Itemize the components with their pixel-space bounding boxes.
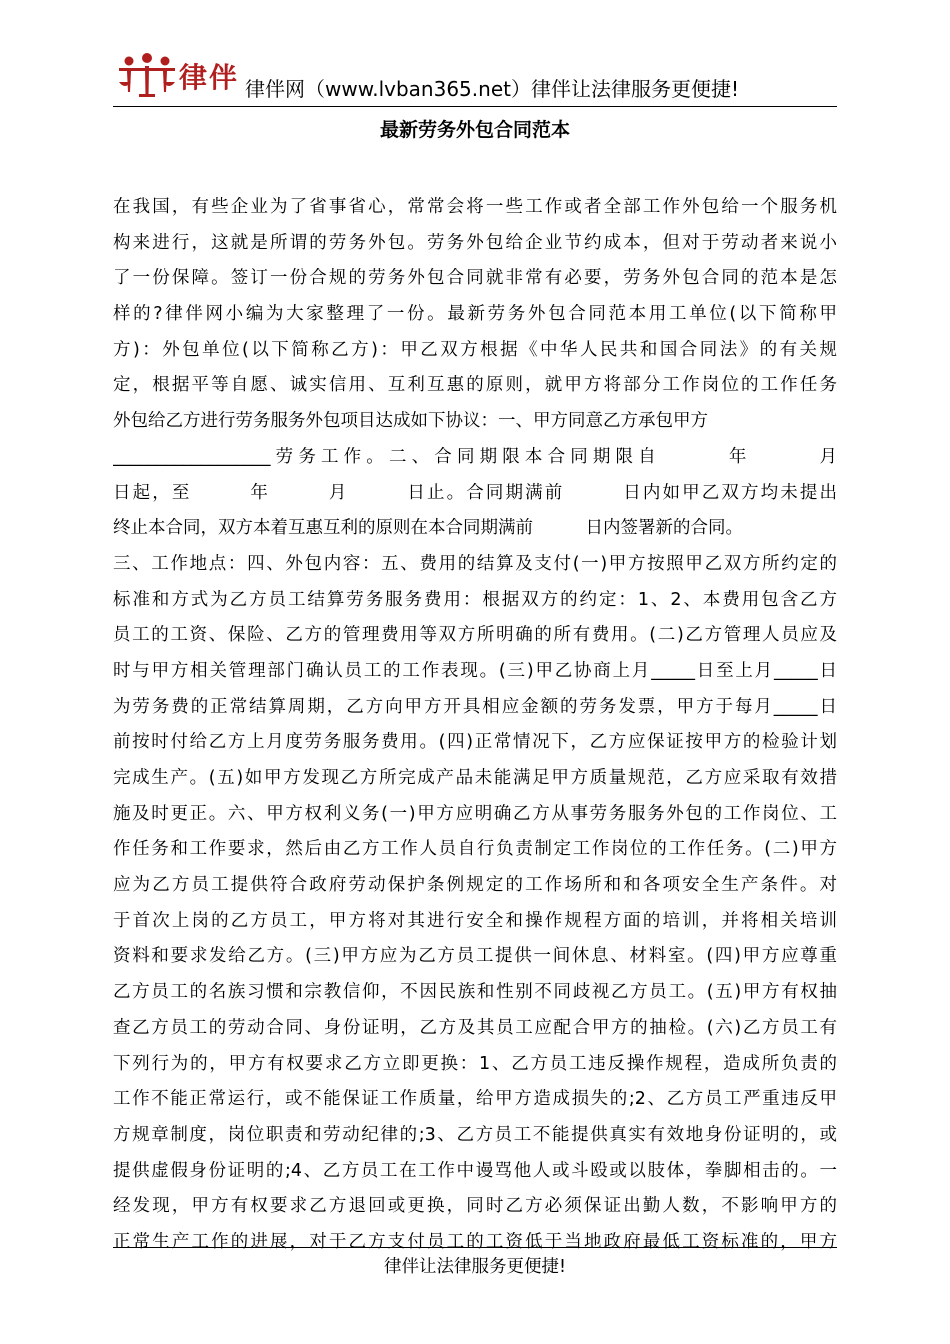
body-line: 经发现，甲方有权要求乙方退回或更换，同时乙方必须保证出勤人数，不影响甲方的 [113,1196,837,1217]
body-line: 正常生产工作的进展，对于乙方支付员工的工资低于当地政府最低工资标准的，甲方 [113,1231,837,1252]
lvban-logo[interactable] [117,52,247,98]
body-line: 完成生产。(五)如甲方发现乙方所完成产品未能满足甲方质量规范，乙方应采取有效措 [113,768,837,788]
body-line: 为劳务费的正常结算周期，乙方向甲方开具相应金额的劳务发票，甲方于每月_____日 [113,696,837,717]
body-line: 施及时更正。六、甲方权利义务(一)甲方应明确乙方从事劳务服务外包的工作岗位、工 [113,803,837,824]
body-line: 提供虚假身份证明的;4、乙方员工在工作中谩骂他人或斗殴或以肢体，拳脚相击的。一 [113,1160,837,1181]
document-body [113,190,837,1261]
body-line: 外包给乙方进行劳务服务外包项目达成如下协议：一、甲方同意乙方承包甲方 [113,411,708,432]
body-line: 前按时付给乙方上月度劳务服务费用。(四)正常情况下，乙方应保证按甲方的检验计划 [113,732,837,753]
site-tagline: 律伴网（www.lvban365.net）律伴让法律服务更便捷! [245,77,739,101]
body-line: 在我国，有些企业为了省事省心，常常会将一些工作或者全部工作外包给一个服务机 [113,197,837,217]
body-line: 了一份保障。签订一份合规的劳务外包合同就非常有必要，劳务外包合同的范本是怎 [113,268,837,289]
scales-of-justice-icon [117,52,177,98]
body-line: 方规章制度，岗位职责和劳动纪律的;3、乙方员工不能提供真实有效地身份证明的，或 [113,1124,837,1145]
body-line: 构来进行，这就是所谓的劳务外包。劳务外包给企业节约成本，但对于劳动者来说小 [113,232,837,253]
body-line: 作任务和工作要求，然后由乙方工作人员自行负责制定工作岗位的工作任务。(二)甲方 [113,839,837,860]
body-line: 终止本合同，双方本着互惠互利的原则在本合同期满前 日内签署新的合同。 [113,518,743,539]
body-line: 时与甲方相关管理部门确认员工的工作表现。(三)甲乙协商上月_____日至上月_____日 [113,660,837,681]
page-header [113,50,837,107]
body-line: 三、工作地点：四、外包内容：五、费用的结算及支付(一)甲方按照甲乙双方所约定的 [113,553,837,574]
body-line: 查乙方员工的劳动合同、身份证明，乙方及其员工应配合甲方的抽检。(六)乙方员工有 [113,1017,837,1038]
footer-divider [113,1247,837,1248]
body-line: 乙方员工的名族习惯和宗教信仰，不因民族和性别不同歧视乙方员工。(五)甲方有权抽 [113,982,837,1003]
body-line: __________________劳务工作。二、合同期限本合同期限自 年 月 [113,446,837,467]
body-line: 于首次上岗的乙方员工，甲方将对其进行安全和操作规程方面的培训，并将相关培训 [113,910,837,931]
body-line: 标准和方式为乙方员工结算劳务服务费用：根据双方的约定：1、2、本费用包含乙方 [113,589,837,610]
body-line: 样的?律伴网小编为大家整理了一份。最新劳务外包合同范本用工单位(以下简称甲 [113,304,837,325]
body-line: 应为乙方员工提供符合政府劳动保护条例规定的工作场所和和各项安全生产条件。对 [113,875,837,896]
body-line: 定，根据平等自愿、诚实信用、互利互惠的原则，就甲方将部分工作岗位的工作任务 [113,375,837,396]
logo-text: 律伴 [179,61,240,94]
body-line: 下列行为的，甲方有权要求乙方立即更换：1、乙方员工违反操作规程，造成所负责的 [113,1053,837,1074]
body-line: 工作不能正常运行，或不能保证工作质量，给甲方造成损失的;2、乙方员工严重违反甲 [113,1089,837,1110]
document-title: 最新劳务外包合同范本 [379,119,570,141]
page-footer: 律伴让法律服务更便捷! [383,1257,566,1277]
body-line: 方)：外包单位(以下简称乙方)：甲乙双方根据《中华人民共和国合同法》的有关规 [113,339,837,360]
body-line: 资料和要求发给乙方。(三)甲方应为乙方员工提供一间休息、材料室。(四)甲方应尊重 [113,946,837,967]
body-line: 员工的工资、保险、乙方的管理费用等双方所明确的所有费用。(二)乙方管理人员应及 [113,625,837,646]
body-line: 日起，至 年 月 日止。合同期满前 日内如甲乙双方均未提出 [113,482,837,503]
